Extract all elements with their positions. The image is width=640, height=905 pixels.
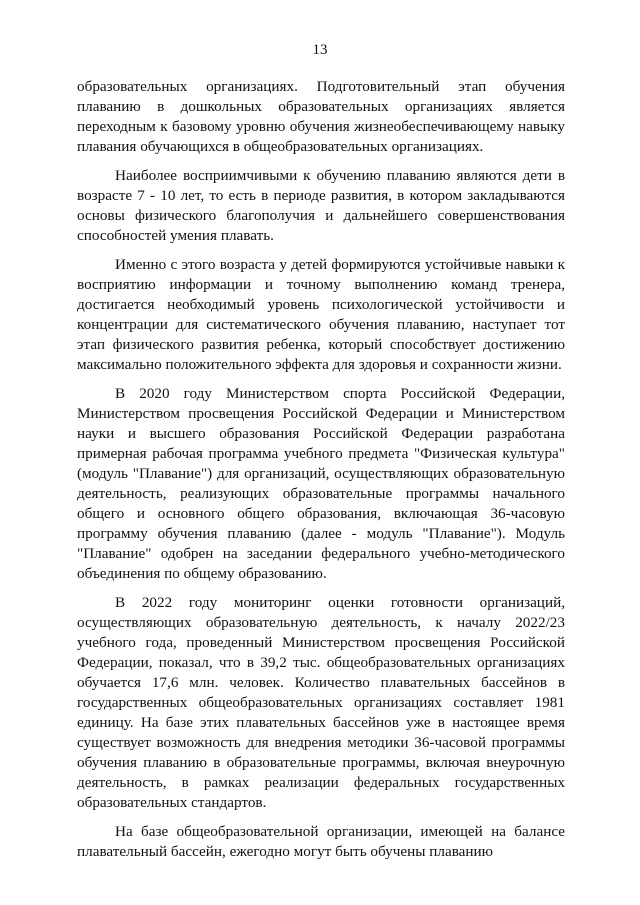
document-body	[77, 77, 565, 862]
page-number: 13	[312, 42, 328, 58]
paragraph-continuation: образовательных организациях. Подготовительный этап обучения плаванию в дошкольных образовательных организациях является переходным к базовому уровню обучения жизнеобеспечивающему навыку плавания обучающихся в общеобразовательных организациях.	[77, 78, 565, 155]
paragraph-school-pool: На базе общеобразовательной организации, имеющей на балансе плавательный бассейн, ежегодно могут быть обучены плаванию	[77, 823, 565, 860]
paragraph-skills-formation: Именно с этого возраста у детей формируются устойчивые навыки к восприятию информации и точному выполнению команд тренера, достигается необходимый уровень психологической устойчивости и концентрации для систематического обучения плаванию, наступает тот этап физического развития ребенка, который способствует достижению максимально положительного эффекта для здоровья и сохранности жизни.	[77, 256, 565, 373]
paragraph-age-receptivity: Наиболее восприимчивыми к обучению плаванию являются дети в возрасте 7 - 10 лет, то есть в периоде развития, в котором закладываются основы физического благополучия и дальнейшего совершенствования способностей умения плавать.	[77, 167, 565, 244]
paragraph-program-2020: В 2020 году Министерством спорта Российской Федерации, Министерством просвещения Российской Федерации и Министерством науки и высшего образования Российской Федерации разработана примерная рабочая программа учебного предмета "Физическая культура" (модуль "Плавание") для организаций, осуществляющих образовательную деятельность, реализующих образовательные программы начального общего и основного общего образования, включающая 36-часовую программу обучения плаванию (далее - модуль "Плавание"). Модуль "Плавание" одобрен на заседании федерального учебно-методического объединения по общему образованию.	[77, 385, 565, 582]
paragraph-monitoring-2022: В 2022 году мониторинг оценки готовности организаций, осуществляющих образовательную деятельность, к началу 2022/23 учебного года, проведенный Министерством просвещения Российской Федерации, показал, что в 39,2 тыс. общеобразовательных организациях обучается 17,6 млн. человек. Количество плавательных бассейнов в государственных общеобразовательных организациях составляет 1981 единицу. На базе этих плавательных бассейнов уже в настоящее время существует возможность для внедрения методики 36-часовой программы обучения плаванию в образовательные программы, включая внеурочную деятельность, в рамках реализации федеральных государственных образовательных стандартов.	[77, 594, 565, 811]
